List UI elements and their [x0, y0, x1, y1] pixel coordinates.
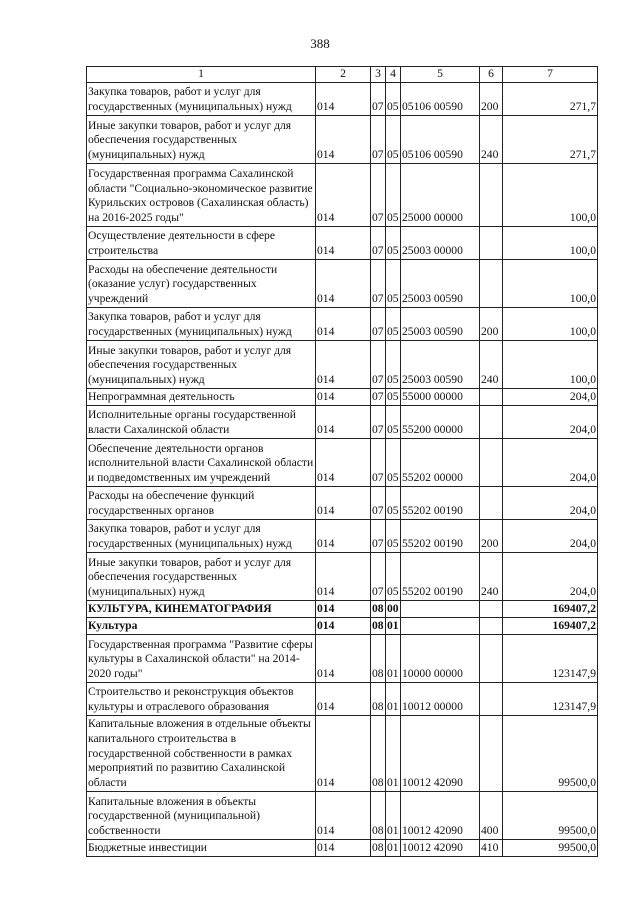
cell-code-subsection: 05 [386, 308, 401, 341]
cell-amount: 123147,9 [503, 683, 598, 716]
cell-code-target: 10012 42090 [401, 840, 480, 857]
cell-name: Закупка товаров, работ и услуг для государственных (муниципальных) нужд [87, 308, 316, 341]
cell-code-section: 08 [371, 683, 386, 716]
cell-code-section: 07 [371, 553, 386, 601]
cell-amount: 100,0 [503, 260, 598, 308]
cell-code-section: 07 [371, 308, 386, 341]
cell-code-target: 25003 00000 [401, 227, 480, 260]
cell-code-expense-type: 240 [480, 553, 503, 601]
cell-code-ministry: 014 [316, 618, 371, 635]
cell-code-section: 07 [371, 227, 386, 260]
cell-code-subsection: 01 [386, 840, 401, 857]
cell-code-ministry: 014 [316, 635, 371, 683]
cell-code-target: 25000 00000 [401, 164, 480, 227]
cell-code-section: 07 [371, 164, 386, 227]
cell-code-ministry: 014 [316, 83, 371, 116]
cell-code-ministry: 014 [316, 164, 371, 227]
cell-code-expense-type [480, 260, 503, 308]
cell-code-subsection: 01 [386, 618, 401, 635]
header-col-3: 3 [371, 67, 386, 83]
header-col-5: 5 [401, 67, 480, 83]
cell-code-subsection: 05 [386, 164, 401, 227]
cell-code-subsection: 01 [386, 792, 401, 840]
cell-code-expense-type: 400 [480, 792, 503, 840]
cell-amount: 100,0 [503, 308, 598, 341]
cell-amount: 204,0 [503, 406, 598, 439]
cell-amount: 204,0 [503, 520, 598, 553]
table-row [87, 683, 598, 716]
cell-code-ministry: 014 [316, 116, 371, 164]
cell-code-expense-type: 240 [480, 116, 503, 164]
cell-code-subsection: 01 [386, 716, 401, 792]
cell-code-target: 05106 00590 [401, 83, 480, 116]
cell-name: Непрограммная деятельность [87, 389, 316, 406]
cell-code-section: 08 [371, 716, 386, 792]
table-row [87, 520, 598, 553]
cell-amount: 100,0 [503, 341, 598, 389]
cell-code-section: 07 [371, 406, 386, 439]
cell-code-target: 10000 00000 [401, 635, 480, 683]
cell-code-ministry: 014 [316, 716, 371, 792]
budget-table [86, 66, 598, 857]
cell-code-target: 25003 00590 [401, 260, 480, 308]
cell-code-ministry: 014 [316, 406, 371, 439]
cell-code-target [401, 618, 480, 635]
table-row [87, 341, 598, 389]
table-row [87, 227, 598, 260]
cell-code-ministry: 014 [316, 308, 371, 341]
cell-code-expense-type [480, 635, 503, 683]
cell-name: Исполнительные органы государственной власти Сахалинской области [87, 406, 316, 439]
cell-code-subsection: 05 [386, 553, 401, 601]
table-row [87, 439, 598, 487]
cell-code-section: 08 [371, 618, 386, 635]
header-col-4: 4 [386, 67, 401, 83]
cell-code-expense-type [480, 618, 503, 635]
cell-code-ministry: 014 [316, 840, 371, 857]
cell-name: Капитальные вложения в отдельные объекты капитального строительства в государственной собственности в рамках мероприятий по развитию Сахалинской области [87, 716, 316, 792]
cell-code-section: 08 [371, 792, 386, 840]
header-row [87, 67, 598, 83]
cell-code-section: 08 [371, 635, 386, 683]
cell-code-expense-type [480, 601, 503, 618]
cell-code-expense-type: 200 [480, 308, 503, 341]
table-row [87, 83, 598, 116]
cell-code-target: 10012 42090 [401, 716, 480, 792]
cell-code-subsection: 05 [386, 520, 401, 553]
cell-code-section: 07 [371, 389, 386, 406]
cell-code-ministry: 014 [316, 487, 371, 520]
cell-code-target: 10012 42090 [401, 792, 480, 840]
header-col-6: 6 [480, 67, 503, 83]
cell-name: Иные закупки товаров, работ и услуг для обеспечения государственных (муниципальных) нужд [87, 116, 316, 164]
table-row [87, 389, 598, 406]
table-row [87, 840, 598, 857]
cell-code-expense-type [480, 227, 503, 260]
table-row [87, 487, 598, 520]
cell-name: Закупка товаров, работ и услуг для государственных (муниципальных) нужд [87, 520, 316, 553]
cell-code-section: 07 [371, 341, 386, 389]
cell-name: Строительство и реконструкция объектов культуры и отраслевого образования [87, 683, 316, 716]
cell-code-section: 07 [371, 83, 386, 116]
cell-amount: 123147,9 [503, 635, 598, 683]
table-row [87, 406, 598, 439]
cell-name: Государственная программа "Развитие сферы культуры в Сахалинской области" на 2014-2020 годы" [87, 635, 316, 683]
cell-amount: 271,7 [503, 83, 598, 116]
cell-code-target: 05106 00590 [401, 116, 480, 164]
cell-name: Иные закупки товаров, работ и услуг для обеспечения государственных (муниципальных) нужд [87, 341, 316, 389]
header-col-2: 2 [316, 67, 371, 83]
cell-code-subsection: 05 [386, 227, 401, 260]
cell-code-expense-type [480, 439, 503, 487]
cell-name: Культура [87, 618, 316, 635]
cell-code-expense-type: 200 [480, 83, 503, 116]
cell-code-expense-type [480, 164, 503, 227]
cell-code-target: 55200 00000 [401, 406, 480, 439]
cell-code-expense-type: 200 [480, 520, 503, 553]
cell-code-expense-type: 240 [480, 341, 503, 389]
cell-name: Государственная программа Сахалинской области "Социально-экономическое развитие Курильских островов (Сахалинская область) на 2016-2025 годы" [87, 164, 316, 227]
table-row [87, 260, 598, 308]
cell-code-subsection: 05 [386, 406, 401, 439]
cell-code-section: 07 [371, 116, 386, 164]
table-row [87, 164, 598, 227]
cell-code-section: 07 [371, 260, 386, 308]
table-row [87, 635, 598, 683]
cell-code-ministry: 014 [316, 520, 371, 553]
cell-code-target: 55202 00190 [401, 520, 480, 553]
cell-code-section: 07 [371, 439, 386, 487]
cell-code-section: 08 [371, 601, 386, 618]
cell-amount: 100,0 [503, 164, 598, 227]
cell-code-target: 10012 00000 [401, 683, 480, 716]
cell-code-subsection: 05 [386, 116, 401, 164]
cell-code-subsection: 01 [386, 683, 401, 716]
cell-amount: 204,0 [503, 487, 598, 520]
cell-amount: 204,0 [503, 389, 598, 406]
cell-code-subsection: 05 [386, 439, 401, 487]
cell-name: Бюджетные инвестиции [87, 840, 316, 857]
cell-code-subsection: 05 [386, 83, 401, 116]
cell-name: Капитальные вложения в объекты государственной (муниципальной) собственности [87, 792, 316, 840]
cell-code-expense-type [480, 389, 503, 406]
cell-amount: 204,0 [503, 553, 598, 601]
cell-amount: 204,0 [503, 439, 598, 487]
cell-code-ministry: 014 [316, 227, 371, 260]
cell-code-ministry: 014 [316, 683, 371, 716]
cell-code-section: 07 [371, 487, 386, 520]
cell-code-ministry: 014 [316, 553, 371, 601]
cell-code-target: 25003 00590 [401, 308, 480, 341]
cell-code-target: 55202 00190 [401, 487, 480, 520]
table-row [87, 716, 598, 792]
cell-name: Расходы на обеспечение функций государственных органов [87, 487, 316, 520]
cell-code-expense-type [480, 716, 503, 792]
cell-code-section: 08 [371, 840, 386, 857]
cell-code-ministry: 014 [316, 439, 371, 487]
cell-code-ministry: 014 [316, 260, 371, 308]
cell-code-expense-type [480, 487, 503, 520]
cell-code-ministry: 014 [316, 389, 371, 406]
cell-amount: 169407,2 [503, 618, 598, 635]
cell-code-subsection: 05 [386, 341, 401, 389]
cell-amount: 99500,0 [503, 840, 598, 857]
cell-code-target: 55202 00000 [401, 439, 480, 487]
cell-code-target: 25003 00590 [401, 341, 480, 389]
header-col-7: 7 [503, 67, 598, 83]
cell-code-subsection: 05 [386, 260, 401, 308]
table-row [87, 116, 598, 164]
cell-amount: 99500,0 [503, 716, 598, 792]
cell-name: Расходы на обеспечение деятельности (оказание услуг) государственных учреждений [87, 260, 316, 308]
cell-code-ministry: 014 [316, 601, 371, 618]
cell-amount: 100,0 [503, 227, 598, 260]
cell-code-section: 07 [371, 520, 386, 553]
cell-code-target: 55000 00000 [401, 389, 480, 406]
cell-code-subsection: 05 [386, 487, 401, 520]
cell-name: КУЛЬТУРА, КИНЕМАТОГРАФИЯ [87, 601, 316, 618]
cell-name: Обеспечение деятельности органов исполнительной власти Сахалинской области и подведомственных им учреждений [87, 439, 316, 487]
table-row [87, 792, 598, 840]
cell-code-subsection: 05 [386, 389, 401, 406]
cell-code-expense-type: 410 [480, 840, 503, 857]
cell-name: Закупка товаров, работ и услуг для государственных (муниципальных) нужд [87, 83, 316, 116]
cell-code-expense-type [480, 406, 503, 439]
page-number: 388 [310, 36, 330, 51]
cell-amount: 169407,2 [503, 601, 598, 618]
cell-code-subsection: 01 [386, 635, 401, 683]
table-row [87, 618, 598, 635]
cell-code-ministry: 014 [316, 792, 371, 840]
cell-code-expense-type [480, 683, 503, 716]
cell-code-target: 55202 00190 [401, 553, 480, 601]
table-row [87, 601, 598, 618]
cell-name: Осуществление деятельности в сфере строительства [87, 227, 316, 260]
table-row [87, 308, 598, 341]
cell-amount: 99500,0 [503, 792, 598, 840]
cell-code-target [401, 601, 480, 618]
header-col-1: 1 [87, 67, 316, 83]
table-row [87, 553, 598, 601]
cell-code-subsection: 00 [386, 601, 401, 618]
cell-name: Иные закупки товаров, работ и услуг для обеспечения государственных (муниципальных) нужд [87, 553, 316, 601]
cell-code-ministry: 014 [316, 341, 371, 389]
cell-amount: 271,7 [503, 116, 598, 164]
